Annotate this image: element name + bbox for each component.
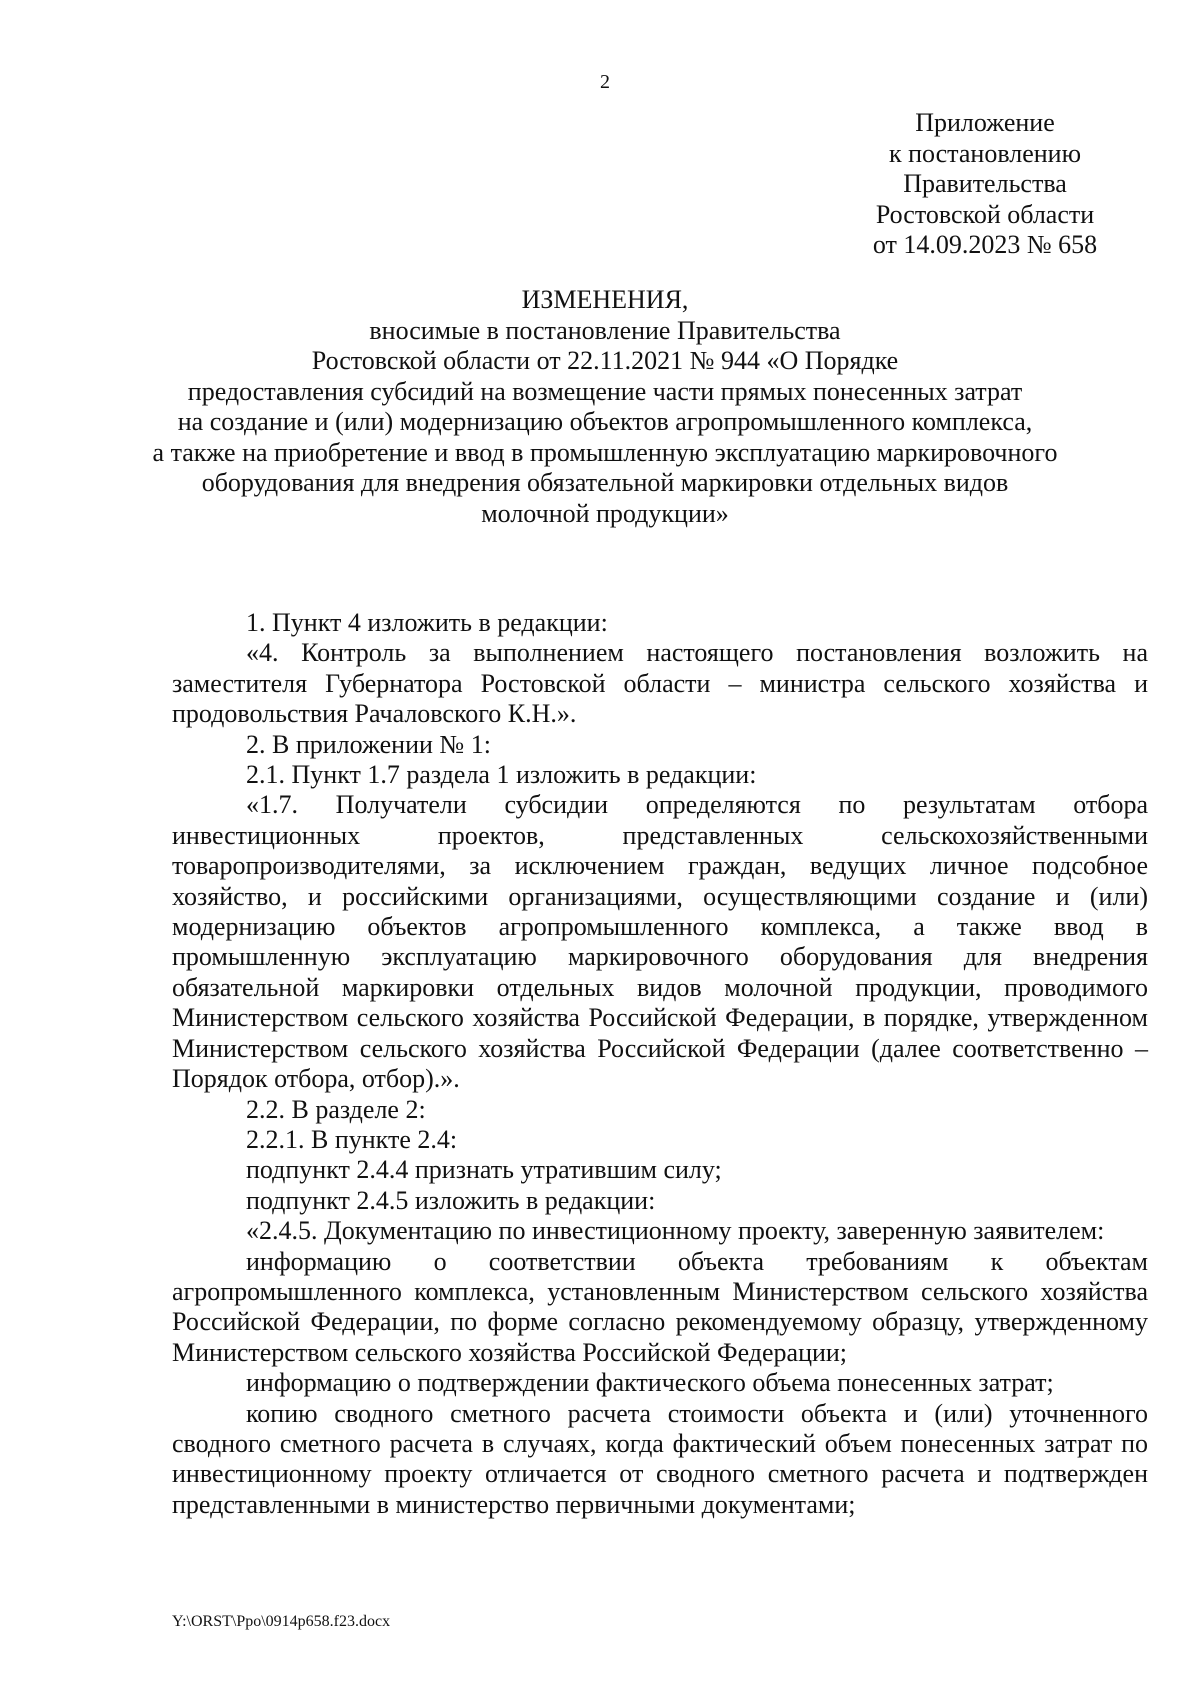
paragraph: 2.2.1. В пункте 2.4:: [246, 1124, 458, 1154]
title-line: вносимые в постановление Правительства: [369, 315, 841, 345]
paragraph: «1.7. Получатели субсидии определяются по результатам отбора инвестиционных проектов, представленных сельскохозяйственными товаропроизводителями, за исключением граждан, ведущих личное подсобное хозяйство, и российскими организациями, осуществляющими создание и (или) модернизацию объектов агропромышленного комплекса, а также ввод в промышленную эксплуатацию маркировочного оборудования для внедрения обязательной маркировки отдельных видов молочной продукции, проводимого Министерством сельского хозяйства Российской Федерации, в порядке, утвержденном Министерством сельского хозяйства Российской Федерации (далее соответственно – Порядок отбора, отбор).».: [172, 790, 1148, 1094]
appendix-line: Ростовской области: [875, 199, 1095, 229]
paragraph: подпункт 2.4.5 изложить в редакции:: [246, 1185, 656, 1215]
appendix-line: Правительства: [903, 169, 1067, 198]
title-line: Ростовской области от 22.11.2021 № 944 «О Порядке: [311, 346, 899, 375]
paragraph: подпункт 2.4.4 признать утратившим силу;: [246, 1155, 722, 1185]
appendix-line: от 14.09.2023 № 658: [872, 230, 1098, 259]
paragraph: информацию о подтверждении фактического объема понесенных затрат;: [246, 1368, 1054, 1398]
appendix-line: Приложение: [915, 108, 1055, 137]
paragraph: «4. Контроль за выполнением настоящего постановления возложить на заместителя Губернатора Ростовской области – министра сельского хозяйства и продовольствия Рачаловского К.Н.».: [172, 638, 1148, 729]
paragraph: 2. В приложении № 1:: [246, 729, 491, 759]
title-line: молочной продукции»: [481, 498, 729, 528]
paragraph: 1. Пункт 4 изложить в редакции:: [246, 608, 608, 637]
paragraph: 2.2. В разделе 2:: [246, 1094, 426, 1124]
document-heading: ИЗМЕНЕНИЯ,: [521, 285, 689, 314]
appendix-block: [820, 108, 1150, 261]
file-path-footer: Y:\ORST\Ppo\0914p658.f23.docx: [172, 1613, 391, 1630]
title-line: а также на приобретение и ввод в промышленную эксплуатацию маркировочного: [152, 437, 1058, 467]
paragraph: информацию о соответствии объекта требованиям к объектам агропромышленного комплекса, установленным Министерством сельского хозяйства Российской Федерации, по форме согласно рекомендуемому образцу, утвержденному Министерством сельского хозяйства Российской Федерации;: [172, 1246, 1148, 1367]
paragraph: копию сводного сметного расчета стоимости объекта и (или) уточненного сводного сметного расчета в случаях, когда фактический объем понесенных затрат по инвестиционному проекту отличается от сводного сметного расчета и подтвержден представленными в министерство первичными документами;: [172, 1398, 1148, 1519]
title-line: оборудования для внедрения обязательной маркировки отдельных видов: [201, 468, 1009, 497]
document-body: [172, 608, 1148, 1520]
page-number: 2: [600, 71, 610, 93]
paragraph: «2.4.5. Документацию по инвестиционному проекту, заверенную заявителем:: [246, 1216, 1105, 1246]
title-line: предоставления субсидий на возмещение части прямых понесенных затрат: [187, 376, 1023, 406]
appendix-line: к постановлению: [888, 138, 1082, 168]
title-block: [120, 285, 1090, 529]
title-line: на создание и (или) модернизацию объектов агропромышленного комплекса,: [177, 407, 1033, 436]
paragraph: 2.1. Пункт 1.7 раздела 1 изложить в редакции:: [246, 760, 757, 790]
